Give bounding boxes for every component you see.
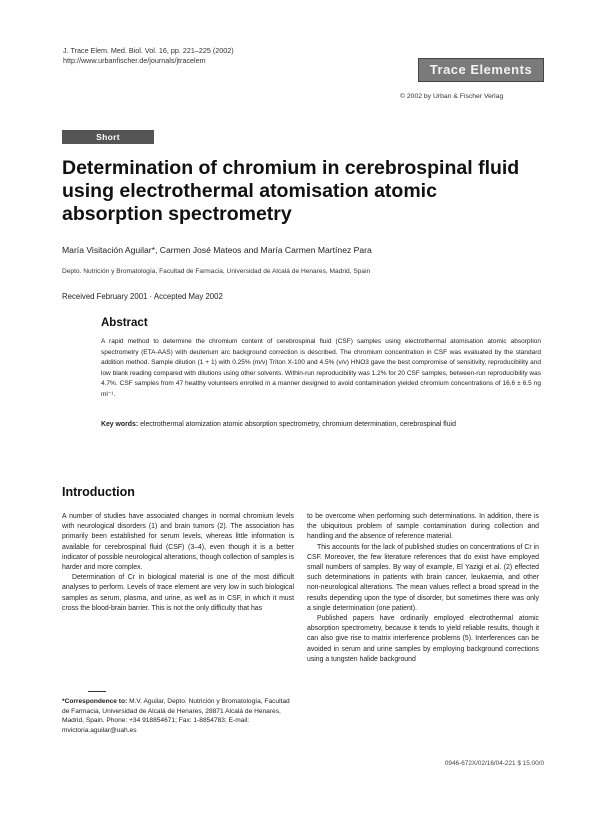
journal-header <box>63 46 373 66</box>
keywords-text: electrothermal atomization atomic absorption spectrometry, chromium determination, cerebrospinal fluid <box>140 421 456 428</box>
journal-citation: J. Trace Elem. Med. Biol. Vol. 16, pp. 221–225 (2002) <box>63 46 234 55</box>
paragraph: Published papers have ordinarily employed electrothermal atomic absorption spectrometry, because it tends to yield reliable results, though it can also give rise to matrix interference problems (5). Interferences can be avoided in serum and urine samples by employing background corrections using a tungsten halide background <box>307 615 539 663</box>
footnote-divider <box>88 691 106 692</box>
abstract-heading: Abstract <box>101 317 148 329</box>
article-title: Determination of chromium in cerebrospinal fluid using electrothermal atomisation atomic absorption spectrometry <box>62 157 520 225</box>
journal-logo: Trace Elements <box>418 58 544 82</box>
received-dates: Received February 2001 · Accepted May 2002 <box>62 292 223 301</box>
abstract-text: A rapid method to determine the chromium content of cerebrospinal fluid (CSF) samples using electrothermal atomisation atomic absorption spectrometry (ETA-AAS) with deuterium arc background correction is described. The chromium concentration in CSF was evaluated by the standard addition method. Sample dilution (1 + 1) with 0.25% (m/v) Triton X-100 and 4.5% (v/v) HNO3 gave the best compromise of sensitivity, reproducibility and low blank reading compared with dilutions using other solvents. Within-run reproducibility was 1.2% for 20 CSF samples, between-run reproducibility was 4.7%. CSF samples from 47 healthy volunteers enrolled in a manner designed to avoid contamination yielded chromium concentrations of 16.6 ± 6.5 ng ml⁻¹. <box>101 338 541 398</box>
right-column <box>307 512 539 665</box>
footnote-label: *Correspondence to: <box>62 698 128 705</box>
issn-code: 0946-672X/02/16/04-221 $ 15.00/0 <box>444 760 544 767</box>
correspondence-footnote <box>62 697 294 735</box>
paragraph: to be overcome when performing such determinations. In addition, there is the ubiquitous problem of sample contamination during collection and handling and the absence of reference material. <box>307 513 539 541</box>
introduction-heading: Introduction <box>62 485 135 499</box>
author-affiliation: Depto. Nutrición y Bromatología, Facultad de Farmacia, Universidad de Alcalá de Henares, Madrid, Spain <box>62 268 371 275</box>
paragraph: Determination of Cr in biological material is one of the most difficult analyses to perform. Levels of trace element are very low in such biological samples as serum, plasma, and urine, as well as in CSF, in which it must cross the blood-brain barrier. This is not the only difficulty that has <box>62 574 294 612</box>
footnote-text: M.V. Aguilar, Depto. Nutrición y Bromatología, Facultad de Farmacia, Universidad de Alcalá de Henares, 28871 Alcalá de Henares, Madrid, Spain. Phone: +34 918854671; Fax: 1-8854783; E-mail: mvictoria.aguilar@uah.es <box>62 698 290 734</box>
journal-url[interactable]: http://www.urbanfischer.de/journals/jtracelem <box>63 56 206 65</box>
keywords <box>101 420 541 431</box>
paragraph: This accounts for the lack of published studies on concentrations of Cr in CSF. Moreover, the few literature references that do exist have employed small numbers of samples. By way of example, El Yazigi et al. (2) effected such determinations in patients with brain cancer, leukaemia, and other non-neurological alterations. The mean values reflect a broad spread in the results depending upon the type of disorder, but sometimes there was only a single determination (one patient). <box>307 543 539 612</box>
article-type-badge: Short communication <box>62 130 154 144</box>
paragraph: A number of studies have associated changes in normal chromium levels with neurological disorders (1) and brain tumors (2). The association has primarily been established for serum levels, whereas little information is available for cerebrospinal fluid (CSF) (3–4), even though it is a better indicator of possible neurological alterations, though collection of samples is harder and more complex. <box>62 513 294 572</box>
keywords-label: Key words: <box>101 421 139 428</box>
author-list: María Visitación Aguilar*, Carmen José Mateos and María Carmen Martínez Para <box>62 245 372 255</box>
left-column <box>62 512 294 614</box>
copyright-notice: © 2002 by Urban & Fischer Verlag <box>400 93 504 100</box>
